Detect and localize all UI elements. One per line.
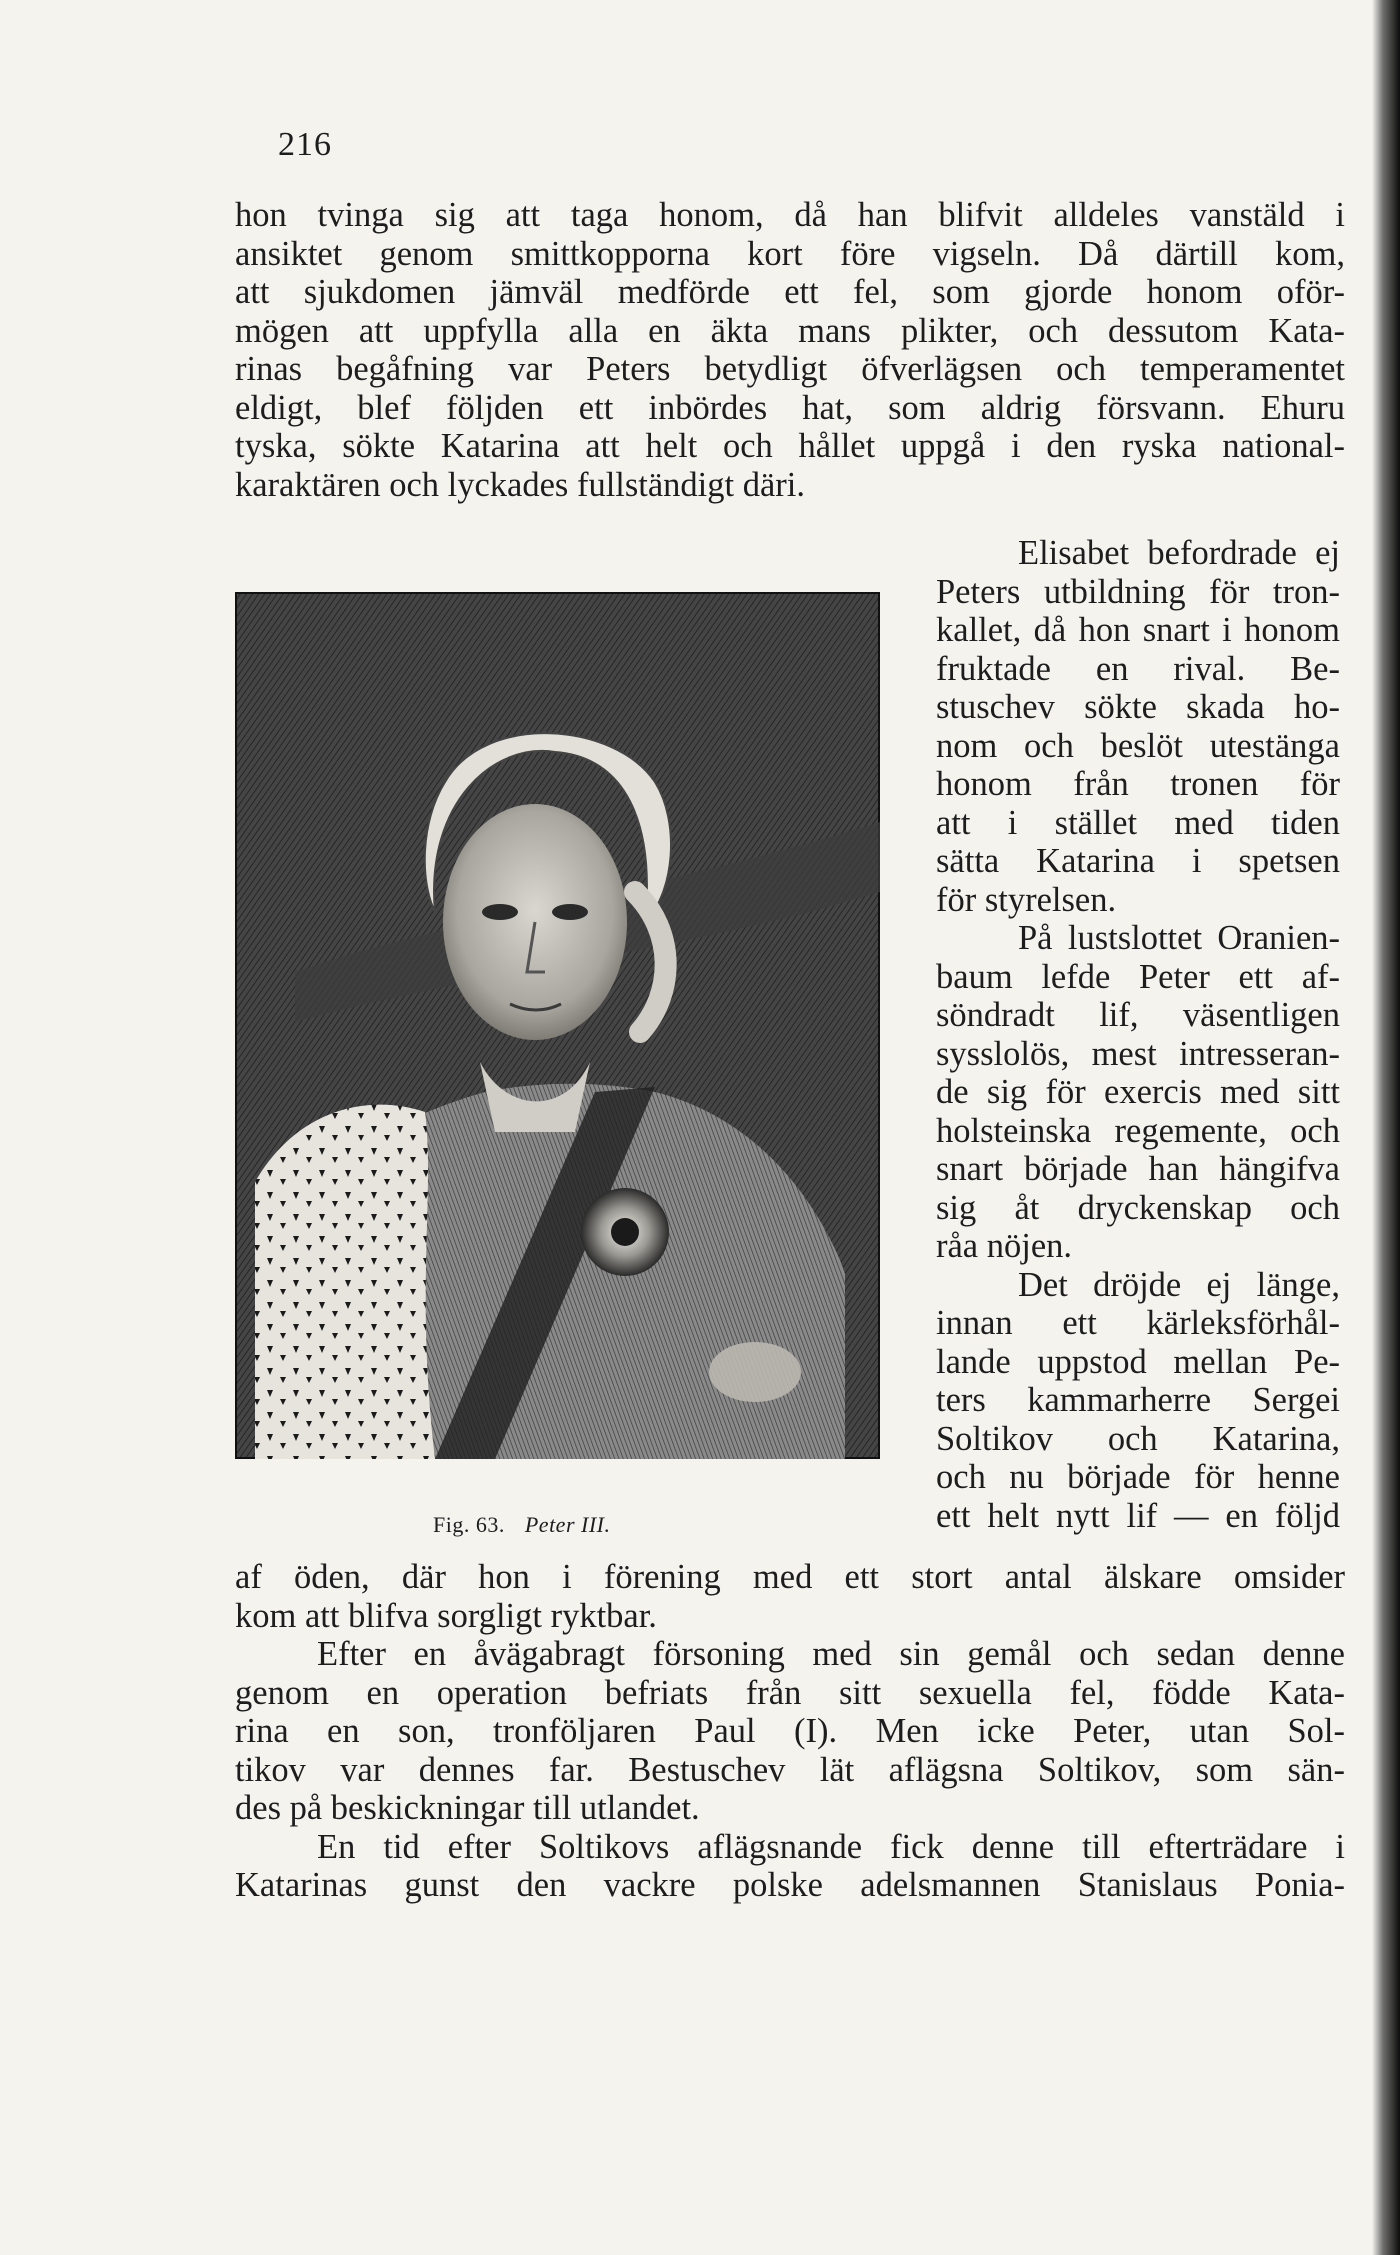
text-line: tyska, sökte Katarina att helt och hållet uppgå i den ryska national- <box>235 427 1345 465</box>
caption-number: Fig. 63. <box>433 1512 505 1537</box>
binding-edge-shadow <box>1372 0 1400 2255</box>
text-line: genom en operation befriats från sitt sexuella fel, födde Kata- <box>235 1673 1345 1712</box>
text-line: de sig för exercis med sitt <box>936 1073 1340 1111</box>
text-line: holsteinska regemente, och <box>936 1111 1340 1150</box>
text-line: kom att blifva sorgligt ryktbar. <box>235 1596 657 1635</box>
text-line: stuschev sökte skada ho- <box>936 688 1340 726</box>
text-line: att i stället med tiden <box>936 803 1340 842</box>
text-line: Katarinas gunst den vackre polske adelsmannen Stanislaus Ponia- <box>235 1866 1345 1904</box>
portrait-figure <box>235 592 880 1459</box>
text-line: snart började han hängifva <box>936 1150 1340 1188</box>
text-line: En tid efter Soltikovs aflägsnande fick denne till efterträdare i <box>317 1827 1345 1866</box>
text-line: lande uppstod mellan Pe- <box>936 1342 1340 1381</box>
text-line: ters kammarherre Sergei <box>936 1381 1340 1419</box>
text-line: På lustslottet Oranien- <box>1018 919 1340 957</box>
text-line: eldigt, blef följden ett inbördes hat, som aldrig försvann. Ehuru <box>235 388 1345 427</box>
text-line: fruktade en rival. Be- <box>936 649 1340 688</box>
text-line: kallet, då hon snart i honom <box>936 611 1340 649</box>
side-column <box>936 534 1340 1535</box>
ermine-cloak <box>255 1105 435 1459</box>
text-line: för styrelsen. <box>936 880 1117 919</box>
text-line: karaktären och lyckades fullständigt däri. <box>235 465 805 504</box>
text-line: ett helt nytt lif — en följd <box>936 1496 1340 1535</box>
text-line: innan ett kärleksförhål- <box>936 1304 1340 1342</box>
page-number: 216 <box>278 126 332 163</box>
text-line: hon tvinga sig att taga honom, då han blifvit alldeles vanstäld i <box>235 196 1345 234</box>
top-paragraph <box>235 196 1345 504</box>
text-line: tikov var dennes far. Bestuschev lät aflägsna Soltikov, som sän- <box>235 1750 1345 1789</box>
text-line: råa nöjen. <box>936 1227 1073 1265</box>
text-line: Peters utbildning för tron- <box>936 572 1340 611</box>
text-line: nom och beslöt utestänga <box>936 726 1340 765</box>
text-line: söndradt lif, väsentligen <box>936 996 1340 1034</box>
text-line: mögen att uppfylla alla en äkta mans plikter, och dessutom Kata- <box>235 311 1345 350</box>
text-line: Efter en åvägabragt försoning med sin gemål och sedan denne <box>317 1635 1345 1673</box>
text-line: att sjukdomen jämväl medförde ett fel, som gjorde honom oför- <box>235 273 1345 311</box>
text-line: Elisabet befordrade ej <box>1018 534 1340 572</box>
text-line: Det dröjde ej länge, <box>1018 1265 1340 1304</box>
text-line: sätta Katarina i spetsen <box>936 842 1340 880</box>
text-line: sysslolös, mest intresseran- <box>936 1034 1340 1073</box>
portrait-engraving <box>235 592 880 1459</box>
text-line: rinas begåfning var Peters betydligt öfverlägsen och temperamentet <box>235 350 1345 388</box>
text-line: baum lefde Peter ett af- <box>936 957 1340 996</box>
text-line: honom från tronen för <box>936 765 1340 803</box>
text-line: och nu började för henne <box>936 1458 1340 1496</box>
text-line: des på beskickningar till utlandet. <box>235 1789 700 1827</box>
text-line: Soltikov och Katarina, <box>936 1419 1340 1458</box>
caption-title: Peter III. <box>524 1512 611 1537</box>
text-line: af öden, där hon i förening med ett stort antal älskare omsider <box>235 1558 1345 1596</box>
text-line: ansiktet genom smittkopporna kort före vigseln. Då därtill kom, <box>235 234 1345 273</box>
figure-caption <box>433 1512 610 1538</box>
bottom-paragraph <box>235 1558 1345 1905</box>
text-line: rina en son, tronföljaren Paul (I). Men icke Peter, utan Sol- <box>235 1712 1345 1750</box>
text-line: sig åt dryckenskap och <box>936 1188 1340 1227</box>
